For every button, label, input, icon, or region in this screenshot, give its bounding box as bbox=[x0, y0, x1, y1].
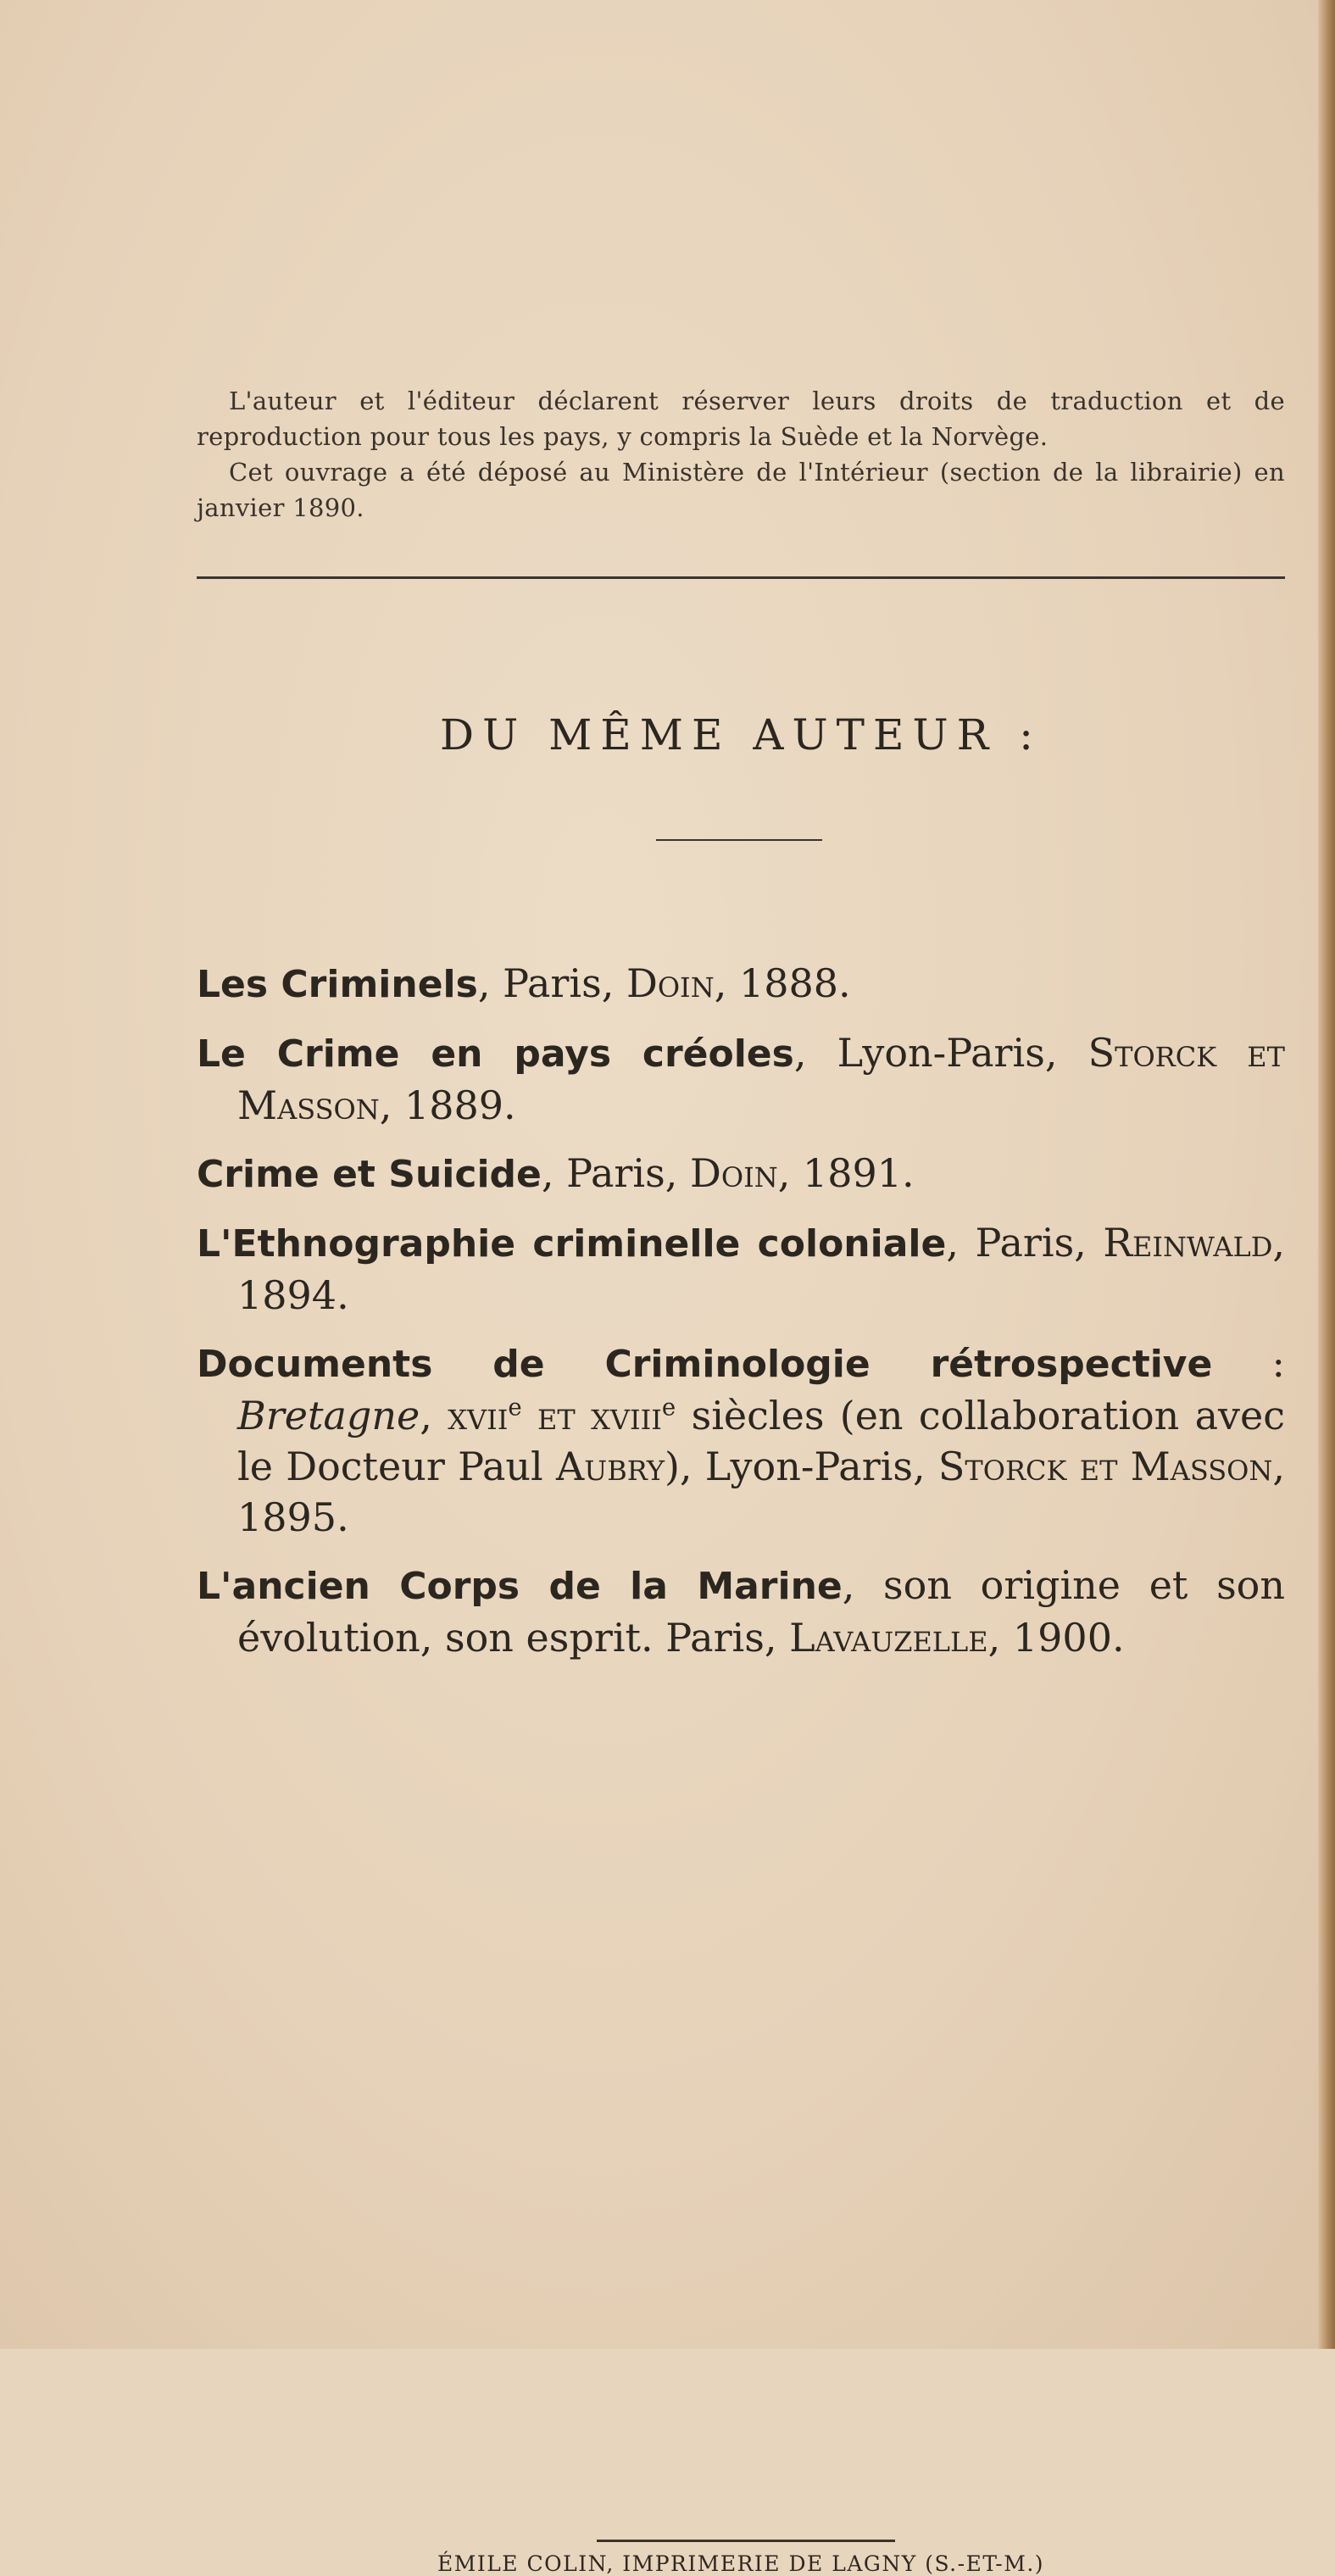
work-year: , 1891. bbox=[777, 1150, 915, 1196]
work-entry bbox=[197, 958, 1285, 1010]
notice-rule bbox=[197, 576, 1285, 579]
section-heading: DU MÊME AUTEUR : bbox=[439, 710, 1043, 759]
work-entry bbox=[197, 1027, 1285, 1131]
work-place: , Lyon-Paris, bbox=[793, 1030, 1088, 1076]
work-separator: : bbox=[1212, 1340, 1285, 1386]
century-17: , xvii bbox=[420, 1393, 509, 1438]
heading-rule bbox=[656, 839, 822, 841]
work-title: Documents de Criminologie rétrospective bbox=[197, 1343, 1213, 1386]
printer-rule bbox=[597, 2540, 895, 2542]
work-title: L'ancien Corps de la Marine bbox=[197, 1565, 843, 1608]
century-18-suffix: e bbox=[661, 1393, 676, 1422]
rights-reserved-text: L'auteur et l'éditeur déclarent réserver leurs droits de traduction et de reproduction pour tous les pays, y compris la Suède et la Norvège. bbox=[197, 387, 1285, 451]
work-place: , Paris, bbox=[477, 960, 626, 1006]
work-year: , 1900. bbox=[987, 1615, 1125, 1661]
work-place: , Paris, bbox=[541, 1150, 690, 1196]
work-publisher: Doin bbox=[626, 960, 715, 1006]
printer-imprint: ÉMILE COLIN, IMPRIMERIE DE LAGNY (S.-ET-M.) bbox=[437, 2551, 1045, 2576]
work-title: Les Criminels bbox=[197, 963, 478, 1006]
century-17-suffix: e bbox=[508, 1393, 522, 1422]
work-entry bbox=[197, 1560, 1285, 1663]
work-title: Le Crime en pays créoles bbox=[197, 1032, 794, 1076]
works-list bbox=[197, 958, 1285, 1680]
work-title: Crime et Suicide bbox=[197, 1153, 542, 1196]
work-year: , 1894. bbox=[237, 1220, 1285, 1318]
work-publisher: Lavauzelle bbox=[789, 1615, 988, 1661]
work-publisher: Storck et Masson bbox=[937, 1444, 1273, 1489]
work-publisher: Storck et Masson bbox=[237, 1030, 1286, 1128]
work-place: ), Lyon-Paris, bbox=[664, 1444, 938, 1489]
work-title: L'Ethnographie criminelle coloniale bbox=[197, 1222, 947, 1266]
work-entry bbox=[197, 1148, 1285, 1200]
work-subtitle: Bretagne bbox=[237, 1393, 420, 1438]
work-place: , Paris, bbox=[946, 1220, 1104, 1266]
work-publisher: Reinwald bbox=[1103, 1220, 1273, 1266]
work-year: , 1889. bbox=[379, 1082, 516, 1128]
work-entry bbox=[197, 1217, 1285, 1321]
page-edge-shadow bbox=[1318, 0, 1335, 2349]
copyright-notice bbox=[197, 383, 1285, 526]
deposit-text: Cet ouvrage a été déposé au Ministère de l'Intérieur (section de la librairie) en janvier 1890. bbox=[197, 458, 1285, 522]
collaboration-text: siècles (en collaboration avec le Docteur Paul bbox=[237, 1393, 1286, 1489]
work-year: , 1888. bbox=[714, 960, 851, 1006]
work-year: , 1895. bbox=[237, 1444, 1286, 1540]
work-entry bbox=[197, 1338, 1285, 1543]
work-publisher: Doin bbox=[689, 1150, 778, 1196]
century-18: et xviii bbox=[521, 1393, 662, 1438]
work-place: , son origine et son évolution, son esprit. Paris, bbox=[237, 1562, 1285, 1661]
work-coauthor: Aubry bbox=[556, 1444, 665, 1489]
